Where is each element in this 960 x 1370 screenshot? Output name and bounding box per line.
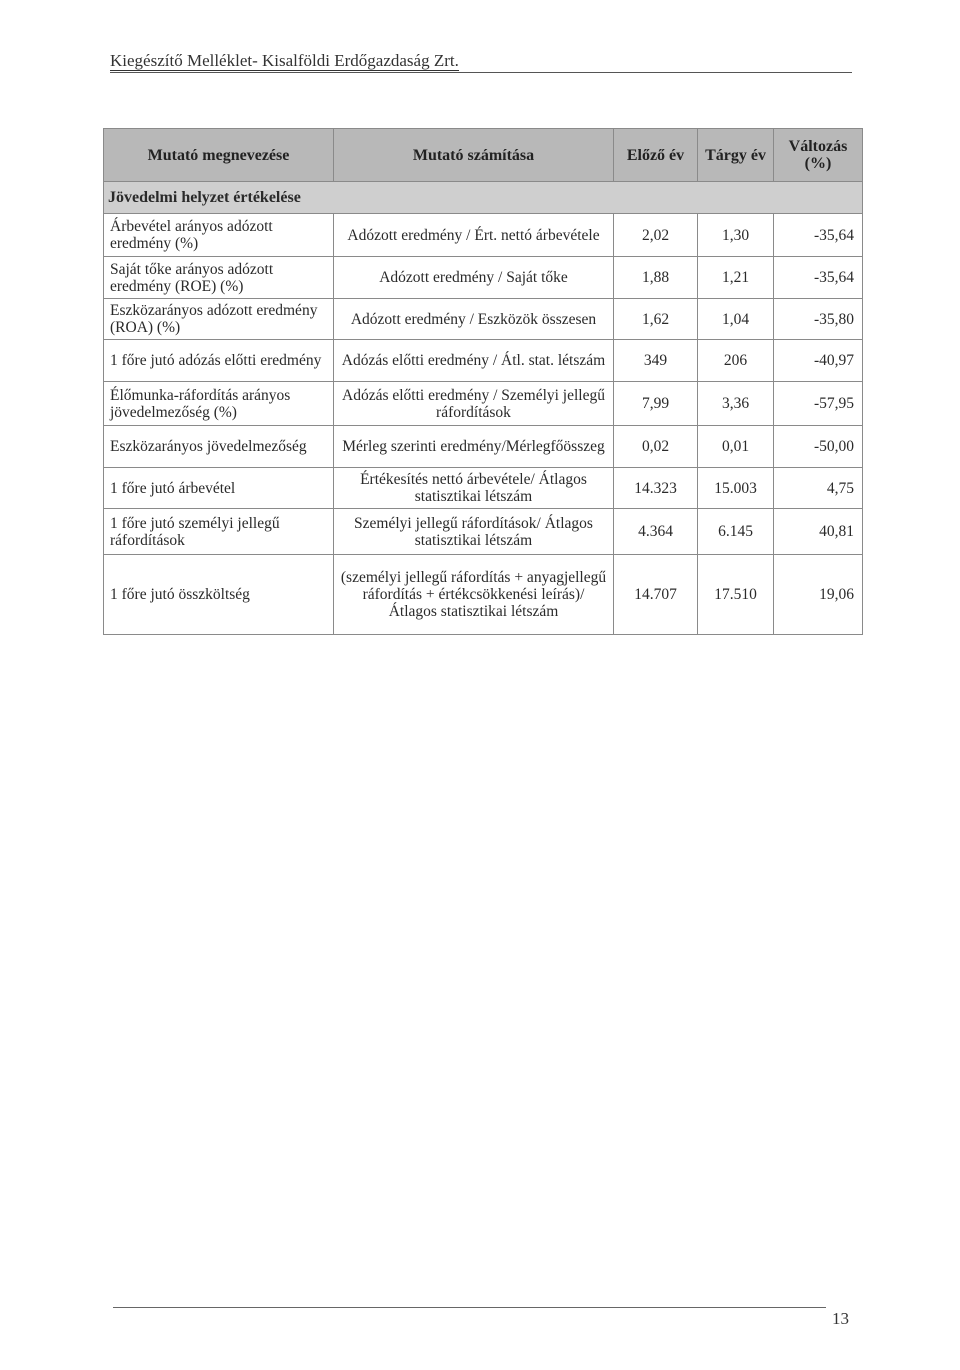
- column-header-prev-year: Előző év: [614, 129, 698, 182]
- table-row: [104, 340, 863, 382]
- table-row: [104, 382, 863, 426]
- prev-year-value: 14.323: [614, 468, 698, 509]
- table-header-row: [104, 129, 863, 182]
- document-title: [110, 52, 852, 70]
- indicator-name: Eszközarányos adózott eredmény (ROA) (%): [104, 299, 334, 340]
- indicator-formula: Adózás előtti eredmény / Személyi jellegű ráfordítások: [334, 382, 614, 426]
- prev-year-value: 7,99: [614, 382, 698, 426]
- indicator-formula: (személyi jellegű ráfordítás + anyagjellegű ráfordítás + értékcsökkenési leírás)/ Átlagos statisztikai létszám: [334, 555, 614, 635]
- indicator-formula: Adózás előtti eredmény / Átl. stat. létszám: [334, 340, 614, 382]
- column-header-formula: Mutató számítása: [334, 129, 614, 182]
- change-value: -35,80: [774, 299, 863, 340]
- table-row: [104, 214, 863, 257]
- prev-year-value: 1,88: [614, 257, 698, 299]
- section-row: [104, 182, 863, 214]
- document-title-text: Kiegészítő Melléklet- Kisalföldi Erdőgazdaság Zrt.: [110, 51, 459, 70]
- column-header-name: Mutató megnevezése: [104, 129, 334, 182]
- indicator-name: Saját tőke arányos adózott eredmény (ROE) (%): [104, 257, 334, 299]
- change-value: 4,75: [774, 468, 863, 509]
- indicator-formula: Adózott eredmény / Eszközök összesen: [334, 299, 614, 340]
- change-value: -35,64: [774, 257, 863, 299]
- current-year-value: 6.145: [698, 509, 774, 555]
- indicator-name: 1 főre jutó árbevétel: [104, 468, 334, 509]
- table-row: [104, 257, 863, 299]
- prev-year-value: 14.707: [614, 555, 698, 635]
- prev-year-value: 349: [614, 340, 698, 382]
- change-value: 40,81: [774, 509, 863, 555]
- column-header-change: Változás (%): [774, 129, 863, 182]
- indicator-name: Eszközarányos jövedelmezőség: [104, 426, 334, 468]
- footer-rule: [113, 1307, 826, 1308]
- indicators-table: [103, 128, 863, 635]
- current-year-value: 1,21: [698, 257, 774, 299]
- indicator-formula: Adózott eredmény / Saját tőke: [334, 257, 614, 299]
- prev-year-value: 0,02: [614, 426, 698, 468]
- table-row: [104, 509, 863, 555]
- indicator-name: Élőmunka-ráfordítás arányos jövedelmezőség (%): [104, 382, 334, 426]
- change-value: 19,06: [774, 555, 863, 635]
- table-row: [104, 555, 863, 635]
- table-row: [104, 299, 863, 340]
- change-value: -50,00: [774, 426, 863, 468]
- change-value: -40,97: [774, 340, 863, 382]
- prev-year-value: 2,02: [614, 214, 698, 257]
- page-number: 13: [832, 1309, 849, 1328]
- table-row: [104, 426, 863, 468]
- change-value: -57,95: [774, 382, 863, 426]
- column-header-current-year: Tárgy év: [698, 129, 774, 182]
- current-year-value: 3,36: [698, 382, 774, 426]
- section-title: Jövedelmi helyzet értékelése: [104, 182, 863, 214]
- current-year-value: 0,01: [698, 426, 774, 468]
- change-value: -35,64: [774, 214, 863, 257]
- current-year-value: 17.510: [698, 555, 774, 635]
- current-year-value: 1,30: [698, 214, 774, 257]
- prev-year-value: 4.364: [614, 509, 698, 555]
- indicator-formula: Mérleg szerinti eredmény/Mérlegfőösszeg: [334, 426, 614, 468]
- indicator-name: 1 főre jutó személyi jellegű ráfordítások: [104, 509, 334, 555]
- indicator-formula: Személyi jellegű ráfordítások/ Átlagos statisztikai létszám: [334, 509, 614, 555]
- indicator-formula: Adózott eredmény / Ért. nettó árbevétele: [334, 214, 614, 257]
- indicator-name: Árbevétel arányos adózott eredmény (%): [104, 214, 334, 257]
- current-year-value: 15.003: [698, 468, 774, 509]
- indicator-name: 1 főre jutó adózás előtti eredmény: [104, 340, 334, 382]
- prev-year-value: 1,62: [614, 299, 698, 340]
- current-year-value: 206: [698, 340, 774, 382]
- indicator-formula: Értékesítés nettó árbevétele/ Átlagos statisztikai létszám: [334, 468, 614, 509]
- indicator-name: 1 főre jutó összköltség: [104, 555, 334, 635]
- current-year-value: 1,04: [698, 299, 774, 340]
- page-header: [110, 52, 852, 73]
- table-row: [104, 468, 863, 509]
